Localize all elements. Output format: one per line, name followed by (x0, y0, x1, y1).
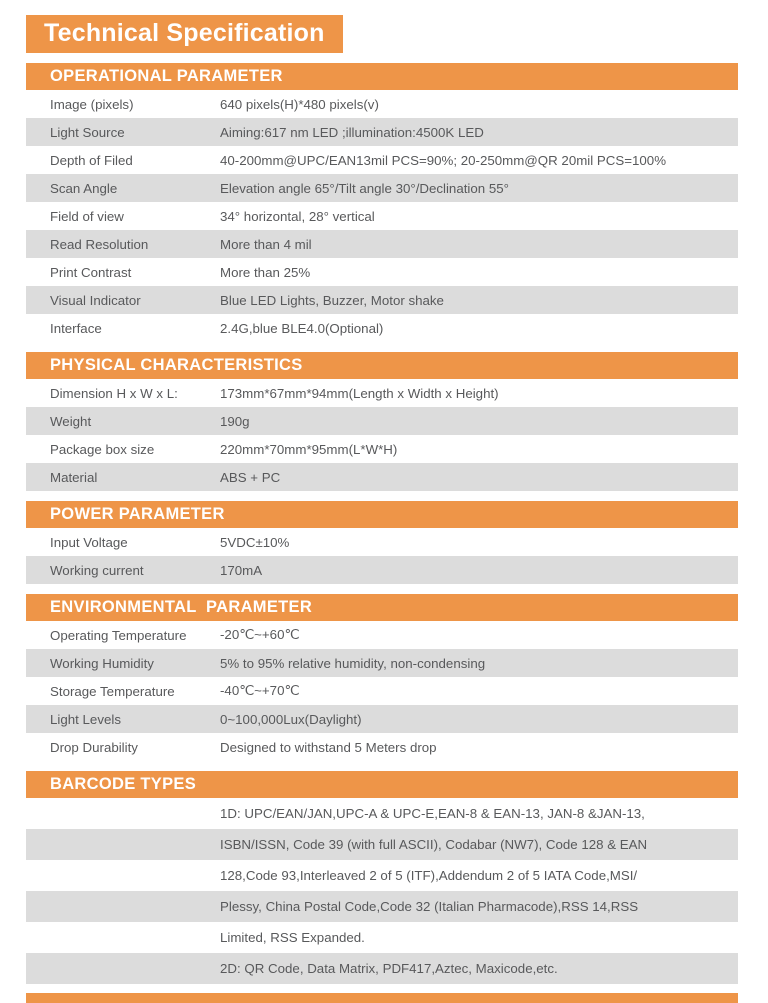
barcode-line-text: Limited, RSS Expanded. (220, 930, 365, 946)
spec-value: Designed to withstand 5 Meters drop (220, 739, 437, 755)
spec-label: Light Source (50, 124, 125, 140)
spec-row (26, 556, 738, 584)
spec-value: 173mm*67mm*94mm(Length x Width x Height) (220, 385, 499, 401)
spec-value: 5VDC±10% (220, 534, 290, 550)
spec-label: Working current (50, 562, 144, 578)
spec-value: 190g (220, 413, 250, 429)
spec-label: Depth of Filed (50, 152, 133, 168)
section-header: PHYSICAL CHARACTERISTICS (26, 352, 738, 379)
spec-label: Drop Durability (50, 739, 138, 755)
spec-row (26, 649, 738, 677)
spec-label: Material (50, 469, 98, 485)
spec-value: 5% to 95% relative humidity, non-condensing (220, 655, 486, 671)
spec-row (26, 174, 738, 202)
spec-row (26, 733, 738, 761)
barcode-type-line (26, 860, 738, 891)
spec-value: 170mA (220, 562, 263, 578)
spec-label: Weight (50, 413, 92, 429)
section-rows (26, 379, 738, 491)
spec-label: Print Contrast (50, 264, 132, 280)
spec-row (26, 677, 738, 705)
section-rows (26, 528, 738, 584)
spec-value: 220mm*70mm*95mm(L*W*H) (220, 441, 398, 457)
spec-value: 2.4G,blue BLE4.0(Optional) (220, 320, 384, 336)
spec-row (26, 314, 738, 342)
spec-row (26, 118, 738, 146)
barcode-types-rows (26, 798, 738, 984)
barcode-type-line (26, 829, 738, 860)
barcode-line-text: 2D: QR Code, Data Matrix, PDF417,Aztec, Maxicode,etc. (220, 961, 558, 977)
spec-value: 0~100,000Lux(Daylight) (220, 711, 362, 727)
spec-label: Field of view (50, 208, 124, 224)
spec-row (26, 463, 738, 491)
spec-row (26, 705, 738, 733)
section-rows (26, 621, 738, 761)
barcode-type-line (26, 953, 738, 984)
spec-row (26, 258, 738, 286)
spec-value: Blue LED Lights, Buzzer, Motor shake (220, 292, 444, 308)
barcode-line-text: Plessy, China Postal Code,Code 32 (Italian Pharmacode),RSS 14,RSS (220, 899, 639, 915)
spec-value: More than 25% (220, 264, 311, 280)
spec-label: Working Humidity (50, 655, 154, 671)
spec-label: Package box size (50, 441, 155, 457)
spec-value: Elevation angle 65°/Tilt angle 30°/Declination 55° (220, 180, 509, 196)
spec-label: Interface (50, 320, 102, 336)
spec-row (26, 90, 738, 118)
spec-row (26, 286, 738, 314)
spec-row (26, 528, 738, 556)
spec-label: Visual Indicator (50, 292, 141, 308)
spec-row (26, 621, 738, 649)
spec-value: 34° horizontal, 28° vertical (220, 208, 375, 224)
spec-value: -20℃~+60℃ (220, 627, 300, 643)
barcode-type-line (26, 922, 738, 953)
barcode-line-text: 128,Code 93,Interleaved 2 of 5 (ITF),Addendum 2 of 5 IATA Code,MSI/ (220, 868, 638, 884)
spec-value: 640 pixels(H)*480 pixels(v) (220, 96, 379, 112)
spec-value: 40-200mm@UPC/EAN13mil PCS=90%; 20-250mm@QR 20mil PCS=100% (220, 152, 667, 168)
spec-row (26, 146, 738, 174)
spec-value: ABS + PC (220, 469, 281, 485)
spec-label: Dimension H x W x L: (50, 385, 178, 401)
spec-row (26, 202, 738, 230)
spec-label: Light Levels (50, 711, 121, 727)
spec-value: More than 4 mil (220, 236, 312, 252)
barcode-type-line (26, 798, 738, 829)
page-title: Technical Specification (26, 15, 343, 53)
section-header: OPERATIONAL PARAMETER (26, 63, 738, 90)
spec-label: Scan Angle (50, 180, 118, 196)
spec-sheet-body (26, 0, 738, 1003)
spec-label: Image (pixels) (50, 96, 134, 112)
section-rows (26, 90, 738, 342)
section-header: POWER PARAMETER (26, 501, 738, 528)
spec-label: Storage Temperature (50, 683, 175, 699)
sections-container (26, 63, 738, 761)
section-header-barcode-types: BARCODE TYPES (26, 771, 738, 798)
spec-value: Aiming:617 nm LED ;illumination:4500K LED (220, 124, 484, 140)
spec-label: Operating Temperature (50, 627, 187, 643)
barcode-line-text: ISBN/ISSN, Code 39 (with full ASCII), Codabar (NW7), Code 128 & EAN (220, 837, 648, 853)
section-header: ENVIRONMENTAL PARAMETER (26, 594, 738, 621)
spec-row (26, 407, 738, 435)
footer-accent-bar (26, 993, 738, 1003)
spec-label: Read Resolution (50, 236, 149, 252)
spec-label: Input Voltage (50, 534, 128, 550)
barcode-type-line (26, 891, 738, 922)
spec-row (26, 379, 738, 407)
spec-row (26, 435, 738, 463)
spec-row (26, 230, 738, 258)
spec-value: -40℃~+70℃ (220, 683, 300, 699)
barcode-line-text: 1D: UPC/EAN/JAN,UPC-A & UPC-E,EAN-8 & EAN-13, JAN-8 &JAN-13, (220, 806, 645, 822)
